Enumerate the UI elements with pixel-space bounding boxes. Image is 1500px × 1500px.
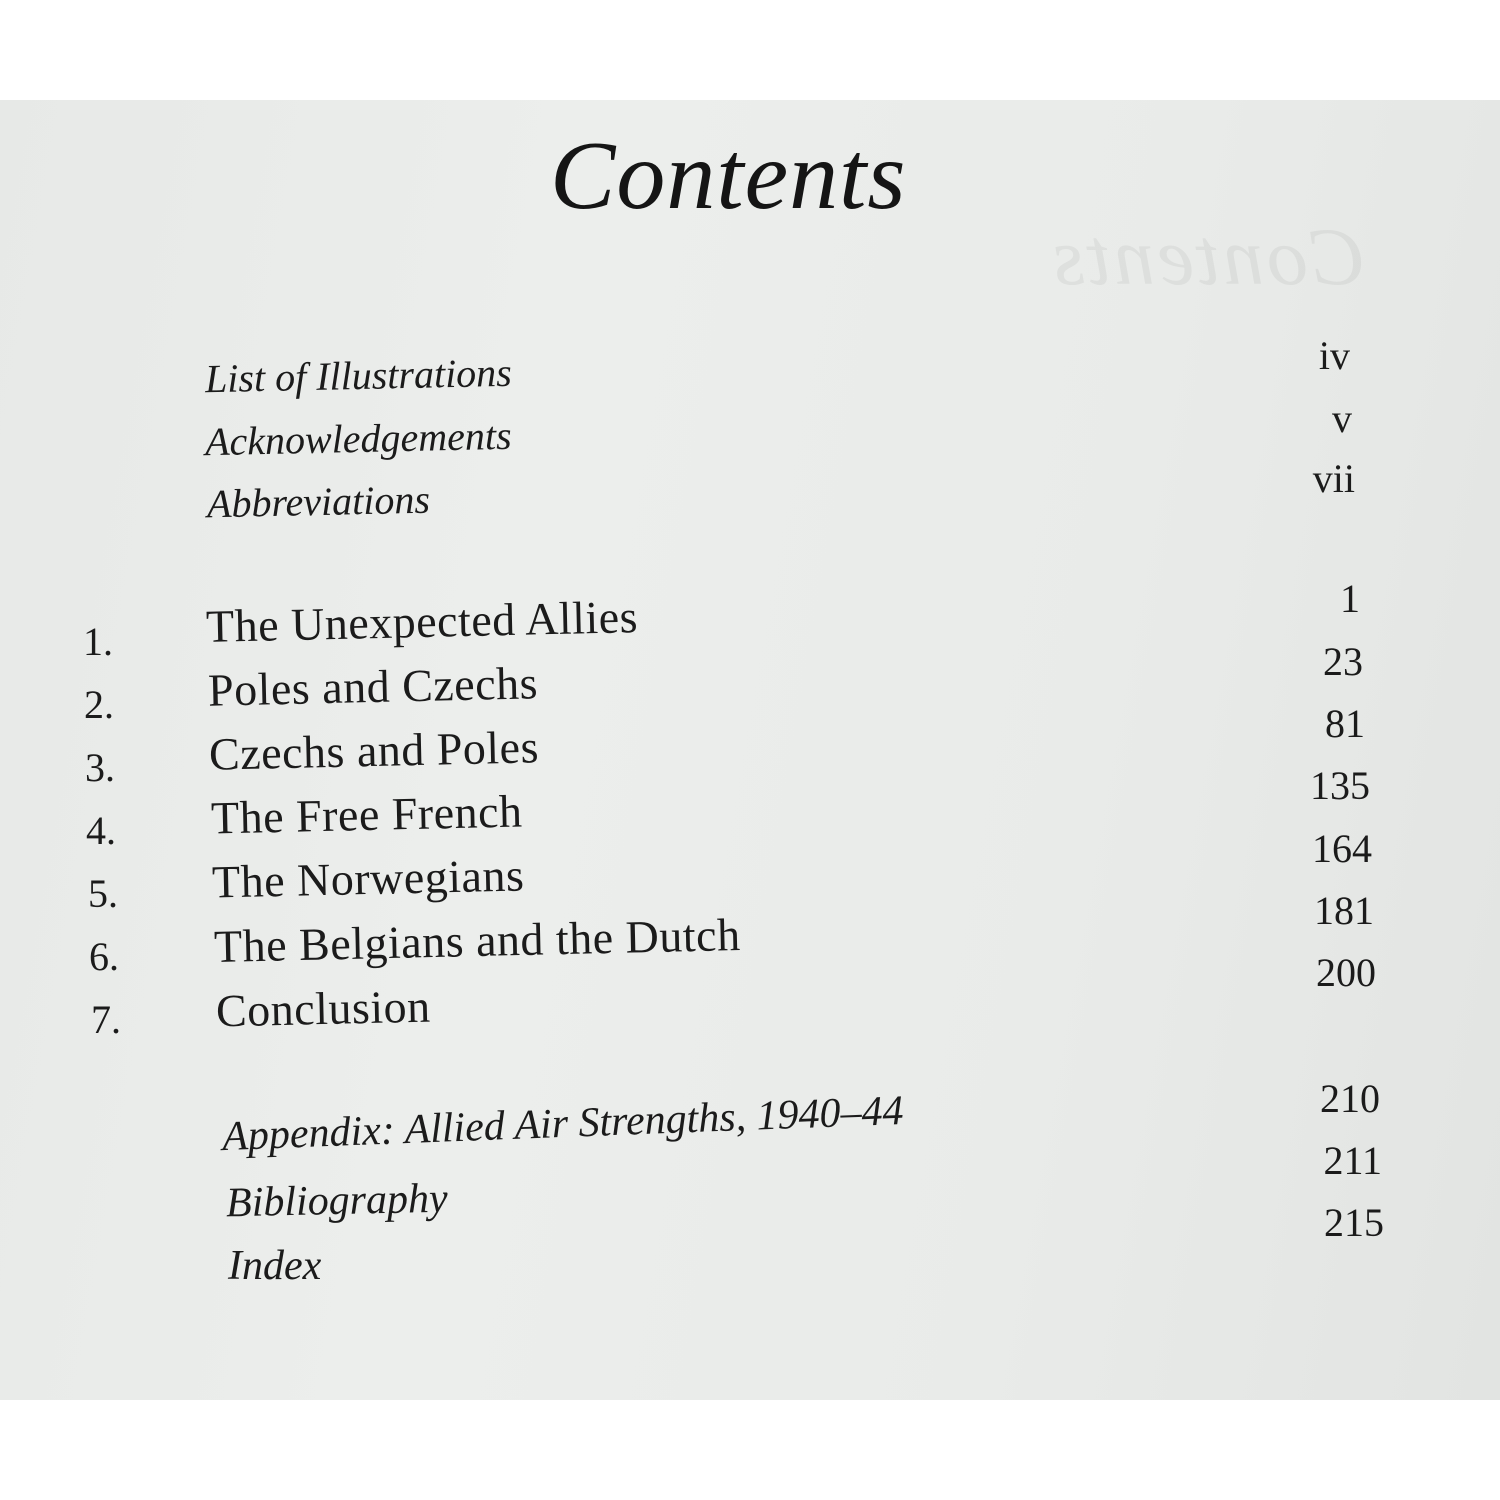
chapter-number: 6.	[89, 934, 119, 979]
chapter-title: The Unexpected Allies	[205, 591, 639, 652]
front-matter-title: Acknowledgements	[204, 412, 513, 465]
back-matter-page: 210	[1320, 1076, 1380, 1121]
bleed-through-decoration: Contents	[1050, 211, 1366, 302]
back-matter-title: Appendix: Allied Air Strengths, 1940–44	[221, 1087, 905, 1161]
back-matter-title: Index	[228, 1243, 322, 1289]
chapter-title: The Free French	[210, 785, 524, 844]
front-matter-page: v	[1332, 396, 1352, 441]
back-matter-page: 215	[1324, 1200, 1384, 1245]
chapter-page: 23	[1323, 639, 1363, 684]
front-matter-page: iv	[1318, 333, 1350, 378]
chapter-title: The Norwegians	[211, 849, 525, 908]
chapter-number: 2.	[84, 682, 114, 727]
chapter-title: The Belgians and the Dutch	[213, 909, 742, 972]
chapter-page: 135	[1310, 763, 1370, 808]
page-title: Contents	[550, 122, 907, 230]
book-page	[0, 100, 1500, 1400]
chapter-title: Poles and Czechs	[207, 657, 539, 716]
chapter-number: 1.	[83, 619, 113, 664]
back-matter-page: 211	[1323, 1138, 1382, 1183]
chapter-page: 164	[1312, 826, 1372, 871]
front-matter-title: List of Illustrations	[204, 349, 513, 402]
back-matter-title: Bibliography	[225, 1175, 449, 1227]
chapter-number: 3.	[85, 745, 115, 790]
front-matter-page: vii	[1312, 456, 1355, 501]
chapter-page: 1	[1340, 576, 1360, 621]
chapter-page: 200	[1316, 950, 1376, 995]
chapter-title: Conclusion	[215, 980, 432, 1037]
chapter-page: 81	[1325, 701, 1365, 746]
chapter-number: 5.	[88, 871, 118, 916]
chapter-number: 7.	[91, 997, 121, 1042]
back-matter-list	[0, 100, 1500, 1400]
chapter-page: 181	[1314, 888, 1374, 933]
front-matter-title: Abbreviations	[206, 476, 431, 527]
chapter-title: Czechs and Poles	[208, 721, 540, 780]
chapter-number: 4.	[86, 808, 116, 853]
